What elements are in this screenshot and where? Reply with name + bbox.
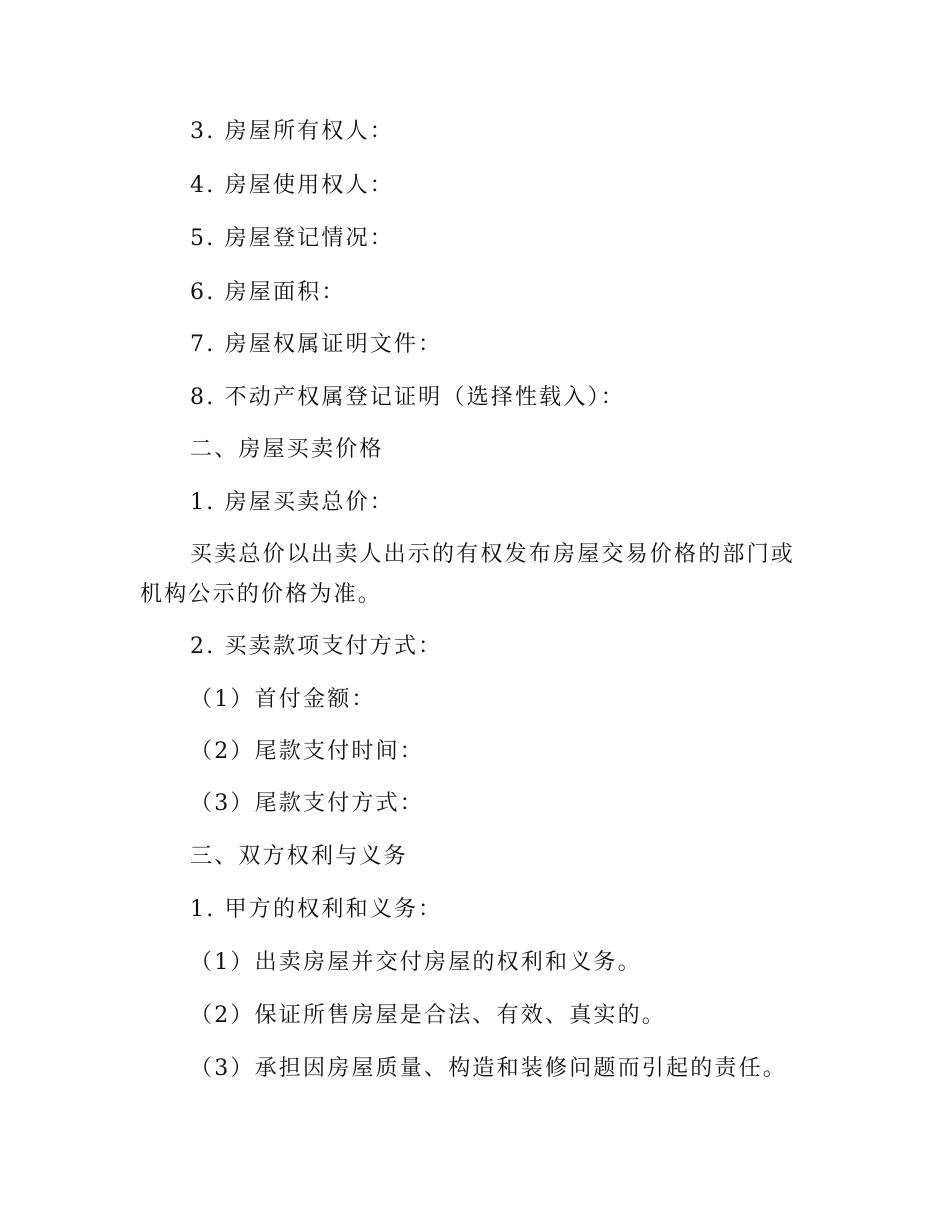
item-ownership-docs: 7. 房屋权属证明文件： [190, 332, 443, 357]
subitem-guarantee-legal: （2）保证所售房屋是合法、有效、真实的。 [190, 1003, 666, 1028]
item-registration: 5. 房屋登记情况： [190, 226, 394, 251]
subitem-liability: （3）承担因房屋质量、构造和装修问题而引起的责任。 [190, 1056, 787, 1081]
section-heading-price: 二、房屋买卖价格 [190, 437, 384, 462]
item-party-a-rights: 1. 甲方的权利和义务： [190, 897, 443, 922]
item-user: 4. 房屋使用权人： [190, 173, 394, 198]
subitem-balance-method: （3）尾款支付方式： [190, 791, 424, 816]
paragraph-price-line-1: 买卖总价以出卖人出示的有权发布房屋交易价格的部门或 [190, 542, 796, 567]
paragraph-price-line-2: 机构公示的价格为准。 [140, 582, 383, 607]
item-property-certificate: 8. 不动产权属登记证明（选择性载入）： [190, 385, 625, 410]
item-payment-method: 2. 买卖款项支付方式： [190, 634, 443, 659]
item-area: 6. 房屋面积： [190, 280, 346, 305]
section-heading-rights: 三、双方权利与义务 [190, 844, 408, 869]
item-total-price: 1. 房屋买卖总价： [190, 490, 394, 515]
subitem-down-payment: （1）首付金额： [190, 687, 376, 712]
subitem-sell-deliver: （1）出卖房屋并交付房屋的权利和义务。 [190, 950, 642, 975]
item-owner: 3. 房屋所有权人： [190, 119, 394, 144]
subitem-balance-time: （2）尾款支付时间： [190, 739, 424, 764]
